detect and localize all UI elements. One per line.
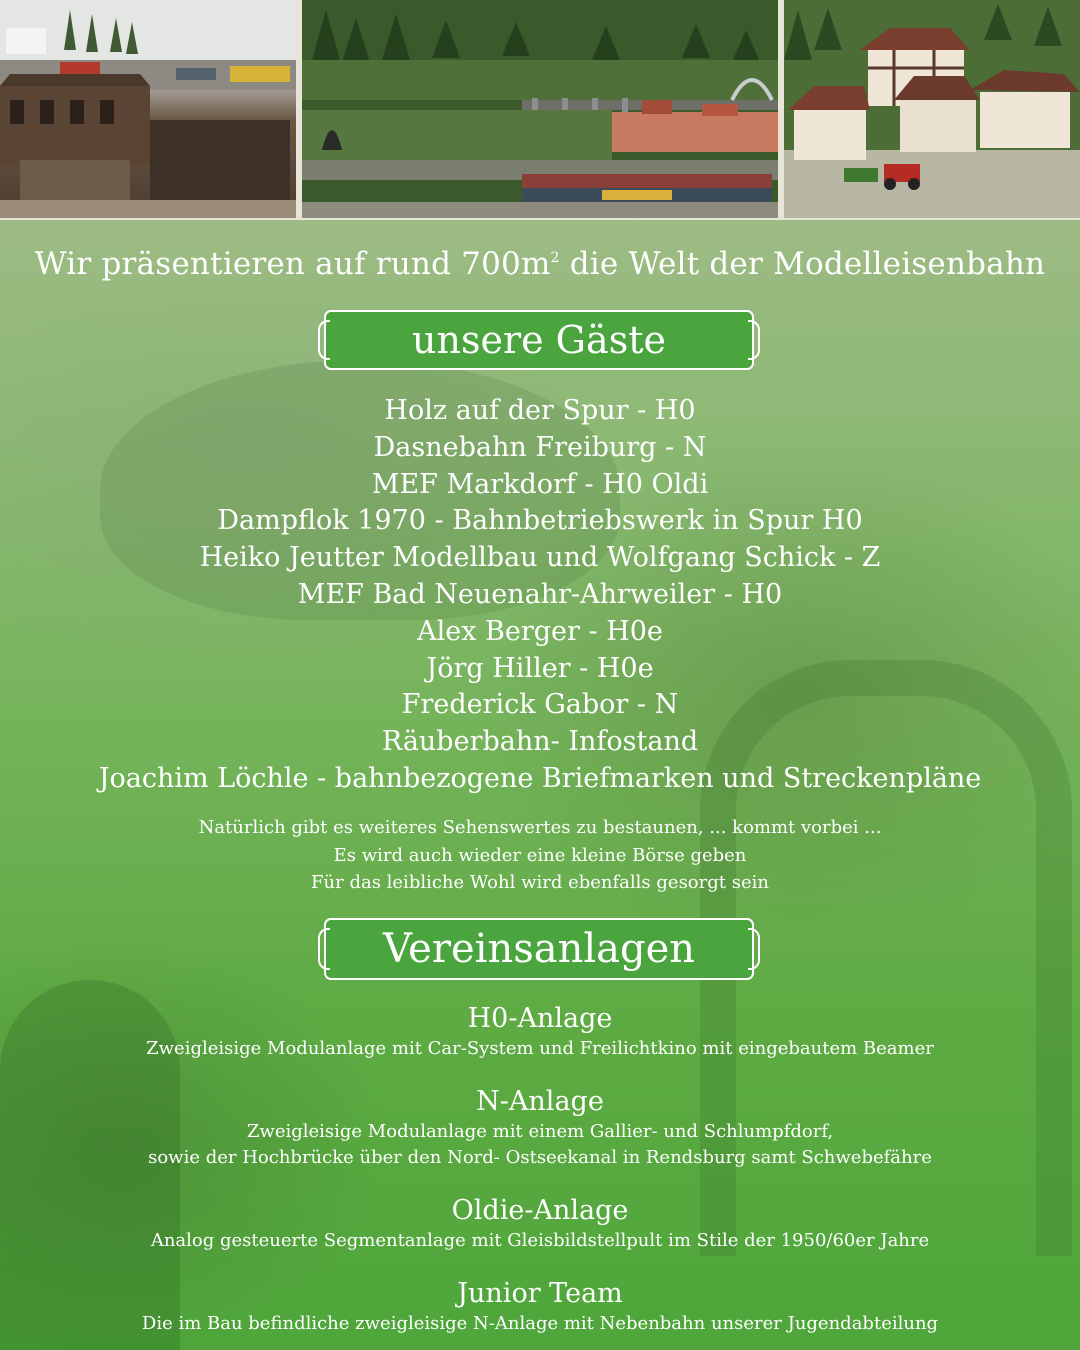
guest-item: Dampflok 1970 - Bahnbetriebswerk in Spur H0: [217, 505, 863, 537]
photo-farm-houses: [784, 0, 1080, 218]
guest-item: Räuberbahn- Infostand: [381, 726, 699, 758]
layout-description: sowie der Hochbrücke über den Nord- Ostseekanal in Rendsburg samt Schwebefähre: [148, 1147, 932, 1168]
guest-item: Joachim Löchle - bahnbezogene Briefmarken und Streckenpläne: [98, 762, 982, 794]
note-line: Für das leibliche Wohl wird ebenfalls gesorgt sein: [311, 872, 769, 893]
guests-heading-banner: [324, 310, 754, 370]
note-line: Es wird auch wieder eine kleine Börse geben: [333, 844, 747, 866]
note-line: Natürlich gibt es weiteres Sehenswertes zu bestaunen, ... kommt vorbei ...: [198, 817, 882, 838]
photo-landscape-layout: [302, 0, 778, 218]
photo-railway-depot: [0, 0, 296, 218]
notes-block: [0, 814, 1080, 897]
guest-item: Holz auf der Spur - H0: [384, 395, 696, 426]
layout-title: H0-Anlage: [467, 1003, 613, 1034]
guest-item: MEF Bad Neuenahr-Ahrweiler - H0: [297, 578, 783, 610]
intro-superscript: 2: [550, 250, 560, 266]
layout-description: Zweigleisige Modulanlage mit Car-System und Freilichtkino mit eingebautem Beamer: [146, 1038, 934, 1059]
photo-strip: [0, 0, 1080, 220]
farm-houses-illustration: [784, 0, 1080, 218]
guest-item: Heiko Jeutter Modellbau und Wolfgang Schick - Z: [199, 542, 881, 574]
club-layout-h0: [0, 1002, 1080, 1062]
intro-text-after: die Welt der Modelleisenbahn: [559, 246, 1046, 282]
layout-title: Junior Team: [457, 1278, 623, 1309]
guest-item: Jörg Hiller - H0e: [426, 652, 654, 684]
railway-depot-illustration: [0, 0, 296, 218]
club-layout-n: [0, 1085, 1080, 1171]
intro-text-before: Wir präsentieren auf rund 700m: [34, 246, 551, 282]
club-layout-junior-team: [0, 1277, 1080, 1337]
club-layouts-heading: Vereinsanlagen: [382, 926, 696, 972]
guest-item: Alex Berger - H0e: [417, 615, 663, 647]
layout-title: N-Anlage: [476, 1086, 604, 1117]
layout-title: Oldie-Anlage: [451, 1195, 629, 1226]
layout-description: Analog gesteuerte Segmentanlage mit Gleisbildstellpult im Stile der 1950/60er Jahre: [150, 1230, 930, 1251]
club-layouts-heading-banner: [324, 918, 754, 980]
club-layout-oldie: [0, 1194, 1080, 1254]
guests-heading: unsere Gäste: [412, 318, 666, 362]
guest-item: Frederick Gabor - N: [401, 689, 679, 721]
layout-description: Die im Bau befindliche zweigleisige N-Anlage mit Nebenbahn unserer Jugendabteilung: [141, 1313, 939, 1334]
guest-item: MEF Markdorf - H0 Oldi: [371, 468, 709, 500]
guest-item: Dasnebahn Freiburg - N: [373, 431, 707, 463]
guest-list: [0, 393, 1080, 798]
intro-headline: [0, 246, 1080, 282]
layout-description: Zweigleisige Modulanlage mit einem Gallier- und Schlumpfdorf,: [246, 1121, 834, 1142]
landscape-layout-illustration: [302, 0, 778, 218]
